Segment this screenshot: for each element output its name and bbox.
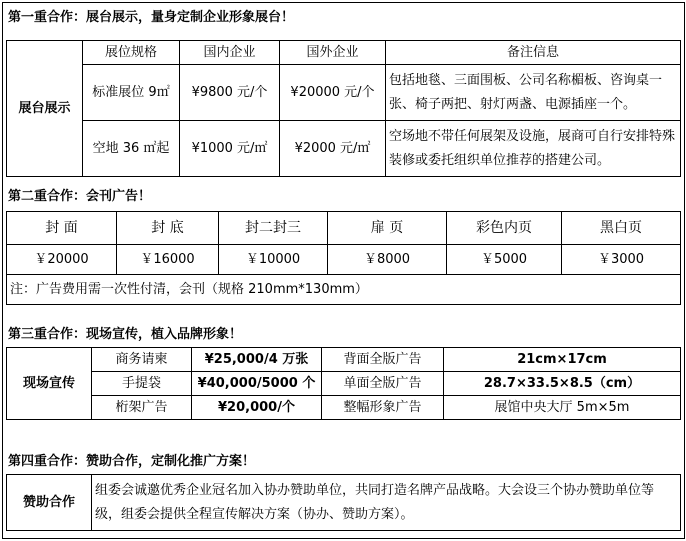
onsite-price-invitation: ¥25,000/4 万张 [192,348,322,372]
ad-header-color-page: 彩色内页 [447,212,562,245]
section3-title: 第三重合作：现场宣传，植入品牌形象！ [8,327,243,342]
onsite-spec-invitation: 21cm×17cm [444,348,681,372]
booth-note-raw-space: 空场地不带任何展架及设施，展商可自行安排特殊装修或委托组织单位推荐的搭建公司。 [386,121,681,177]
onsite-type-bag: 单面全版广告 [322,372,444,396]
ad-header-cover: 封 面 [7,212,117,245]
ad-header-inside-covers: 封二封三 [219,212,328,245]
booth-header-domestic: 国内企业 [180,41,280,65]
booth-spec-standard: 标准展位 9㎡ [83,65,180,121]
booth-price-foreign-raw: ¥2000 元/㎡ [280,121,386,177]
booth-table [6,40,681,177]
ad-note: 注：广告费用需一次性付清，会刊（规格 210mm*130mm） [7,275,681,305]
booth-header-note: 备注信息 [386,41,681,65]
booth-header-spec: 展位规格 [83,41,180,65]
booth-row-label: 展台展示 [7,41,83,177]
ad-price-color-page: ￥5000 [447,245,562,275]
onsite-type-invitation: 背面全版广告 [322,348,444,372]
booth-header-foreign: 国外企业 [280,41,386,65]
onsite-type-truss: 整幅形象广告 [322,396,444,420]
ad-price-title-page: ￥8000 [328,245,447,275]
sponsor-text: 组委会诚邀优秀企业冠名加入协办赞助单位，共同打造名牌产品战略。大会设三个协办赞助单位等级，组委会提供全程宣传解决方案（协办、赞助方案）。 [92,475,681,531]
onsite-price-bag: ¥40,000/5000 个 [192,372,322,396]
sponsor-row-label: 赞助合作 [7,475,92,531]
ad-header-back-cover: 封 底 [117,212,219,245]
section2-title: 第二重合作：会刊广告！ [8,189,152,204]
ad-price-inside-covers: ￥10000 [219,245,328,275]
ad-header-title-page: 扉 页 [328,212,447,245]
onsite-item-bag: 手提袋 [92,372,192,396]
onsite-table [6,347,681,420]
booth-note-standard: 包括地毯、三面围板、公司名称楣板、咨询桌一张、椅子两把、射灯两盏、电源插座一个。 [386,65,681,121]
booth-spec-raw-space: 空地 36 ㎡起 [83,121,180,177]
section4-title: 第四重合作：赞助合作，定制化推广方案！ [8,454,256,469]
booth-price-domestic-standard: ¥9800 元/个 [180,65,280,121]
onsite-spec-bag: 28.7×33.5×8.5（cm） [444,372,681,396]
ad-price-cover: ￥20000 [7,245,117,275]
onsite-row-label: 现场宣传 [7,348,92,420]
ad-price-back-cover: ￥16000 [117,245,219,275]
booth-price-foreign-standard: ¥20000 元/个 [280,65,386,121]
onsite-item-invitation: 商务请柬 [92,348,192,372]
ad-table [6,211,681,305]
section1-title: 第一重合作：展台展示，量身定制企业形象展台！ [8,10,295,25]
booth-price-domestic-raw: ¥1000 元/㎡ [180,121,280,177]
onsite-item-truss: 桁架广告 [92,396,192,420]
onsite-spec-truss: 展馆中央大厅 5m×5m [444,396,681,420]
ad-price-bw-page: ￥3000 [562,245,681,275]
ad-header-bw-page: 黑白页 [562,212,681,245]
onsite-price-truss: ¥20,000/个 [192,396,322,420]
sponsor-table [6,474,681,531]
